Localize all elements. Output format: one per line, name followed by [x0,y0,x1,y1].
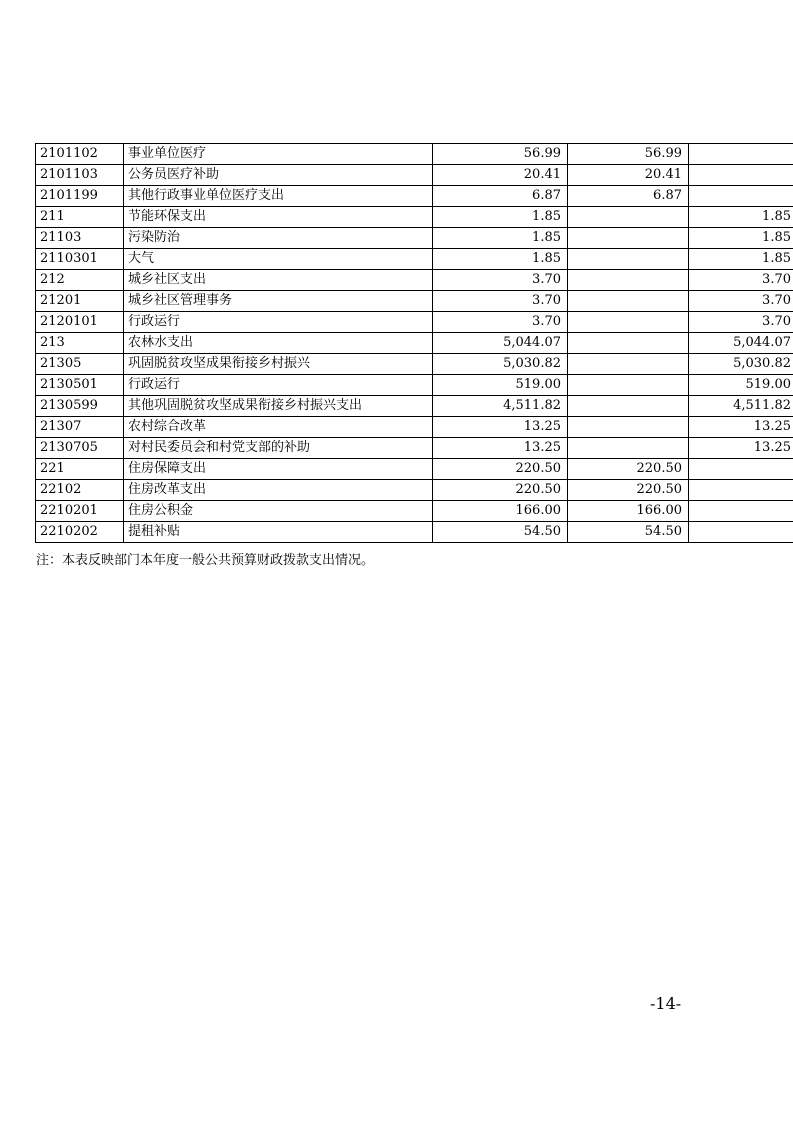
cell-total: 166.00 [433,501,568,522]
cell-code: 2210201 [36,501,124,522]
cell-total: 13.25 [433,438,568,459]
cell-code: 211 [36,207,124,228]
cell-project-expense: 13.25 [689,438,793,459]
cell-basic-expense [568,333,689,354]
cell-total: 6.87 [433,186,568,207]
table-note: 注：本表反映部门本年度一般公共预算财政拨款支出情况。 [36,553,375,568]
cell-total: 1.85 [433,207,568,228]
cell-basic-expense: 220.50 [568,459,689,480]
cell-project-expense: 13.25 [689,417,793,438]
cell-basic-expense: 220.50 [568,480,689,501]
cell-basic-expense [568,396,689,417]
table-row [36,417,793,438]
cell-project-expense [689,501,793,522]
table-row [36,396,793,417]
table-row [36,270,793,291]
cell-item-name: 住房公积金 [124,501,433,522]
cell-project-expense: 3.70 [689,312,793,333]
cell-project-expense [689,144,793,165]
cell-total: 3.70 [433,291,568,312]
cell-item-name: 提租补贴 [124,522,433,543]
cell-item-name: 农村综合改革 [124,417,433,438]
cell-code: 2210202 [36,522,124,543]
cell-project-expense: 5,044.07 [689,333,793,354]
table-row [36,480,793,501]
cell-code: 2110301 [36,249,124,270]
cell-project-expense: 1.85 [689,228,793,249]
cell-item-name: 其他行政事业单位医疗支出 [124,186,433,207]
cell-code: 21305 [36,354,124,375]
table-row [36,186,793,207]
cell-total: 1.85 [433,249,568,270]
cell-basic-expense [568,438,689,459]
cell-project-expense: 5,030.82 [689,354,793,375]
cell-project-expense: 3.70 [689,291,793,312]
cell-total: 3.70 [433,312,568,333]
cell-item-name: 事业单位医疗 [124,144,433,165]
cell-code: 21103 [36,228,124,249]
cell-total: 5,030.82 [433,354,568,375]
cell-total: 54.50 [433,522,568,543]
cell-basic-expense [568,375,689,396]
cell-total: 20.41 [433,165,568,186]
cell-code: 21307 [36,417,124,438]
cell-project-expense: 3.70 [689,270,793,291]
table-row [36,228,793,249]
cell-code: 21201 [36,291,124,312]
cell-project-expense: 1.85 [689,207,793,228]
table-row [36,438,793,459]
cell-code: 212 [36,270,124,291]
table-row [36,522,793,543]
cell-item-name: 住房保障支出 [124,459,433,480]
table-row [36,207,793,228]
cell-project-expense [689,165,793,186]
table-row [36,249,793,270]
cell-project-expense [689,459,793,480]
cell-basic-expense: 166.00 [568,501,689,522]
cell-code: 2101102 [36,144,124,165]
cell-code: 2130501 [36,375,124,396]
cell-code: 213 [36,333,124,354]
cell-code: 2101199 [36,186,124,207]
cell-code: 2130705 [36,438,124,459]
cell-item-name: 城乡社区支出 [124,270,433,291]
cell-item-name: 城乡社区管理事务 [124,291,433,312]
cell-project-expense: 1.85 [689,249,793,270]
cell-basic-expense [568,354,689,375]
table-row [36,165,793,186]
table-row [36,375,793,396]
cell-project-expense [689,186,793,207]
cell-basic-expense: 54.50 [568,522,689,543]
cell-item-name: 巩固脱贫攻坚成果衔接乡村振兴 [124,354,433,375]
cell-total: 220.50 [433,459,568,480]
cell-item-name: 行政运行 [124,312,433,333]
cell-basic-expense [568,207,689,228]
cell-total: 1.85 [433,228,568,249]
cell-item-name: 行政运行 [124,375,433,396]
cell-code: 2130599 [36,396,124,417]
cell-total: 5,044.07 [433,333,568,354]
cell-item-name: 其他巩固脱贫攻坚成果衔接乡村振兴支出 [124,396,433,417]
cell-total: 56.99 [433,144,568,165]
cell-basic-expense [568,228,689,249]
table-row [36,144,793,165]
cell-item-name: 农林水支出 [124,333,433,354]
table-row [36,333,793,354]
cell-total: 220.50 [433,480,568,501]
cell-project-expense: 519.00 [689,375,793,396]
cell-code: 2120101 [36,312,124,333]
table-row [36,291,793,312]
cell-item-name: 公务员医疗补助 [124,165,433,186]
cell-total: 13.25 [433,417,568,438]
cell-basic-expense [568,417,689,438]
cell-item-name: 对村民委员会和村党支部的补助 [124,438,433,459]
cell-project-expense [689,480,793,501]
cell-total: 519.00 [433,375,568,396]
budget-table [35,143,793,543]
table-row [36,312,793,333]
cell-basic-expense [568,270,689,291]
cell-code: 22102 [36,480,124,501]
cell-basic-expense: 20.41 [568,165,689,186]
cell-code: 2101103 [36,165,124,186]
cell-item-name: 污染防治 [124,228,433,249]
cell-item-name: 大气 [124,249,433,270]
cell-total: 3.70 [433,270,568,291]
table-row [36,459,793,480]
cell-basic-expense: 56.99 [568,144,689,165]
cell-total: 4,511.82 [433,396,568,417]
page-number: -14- [650,994,682,1013]
cell-project-expense [689,522,793,543]
cell-basic-expense: 6.87 [568,186,689,207]
cell-project-expense: 4,511.82 [689,396,793,417]
cell-basic-expense [568,291,689,312]
table-row [36,501,793,522]
table-body [36,144,793,543]
cell-item-name: 住房改革支出 [124,480,433,501]
cell-code: 221 [36,459,124,480]
cell-basic-expense [568,312,689,333]
table-row [36,354,793,375]
cell-item-name: 节能环保支出 [124,207,433,228]
cell-basic-expense [568,249,689,270]
